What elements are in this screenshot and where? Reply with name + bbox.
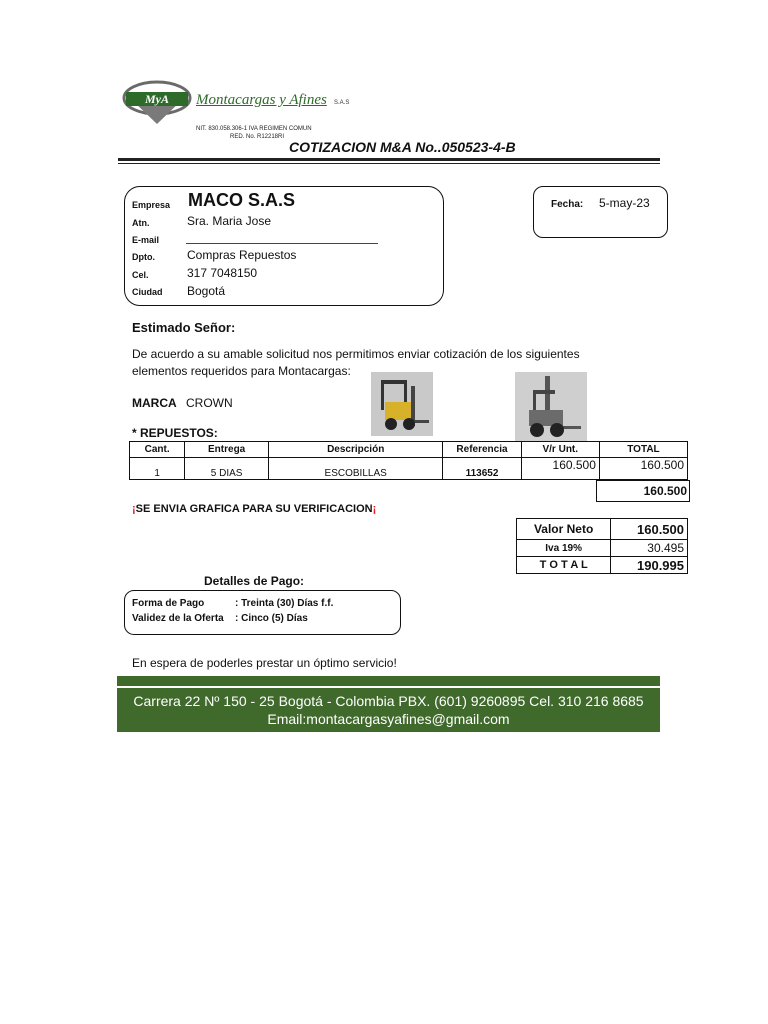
ciudad-label: Ciudad: [132, 287, 163, 297]
cel-label: Cel.: [132, 270, 149, 280]
cell-cant: 1: [130, 458, 185, 480]
col-total: TOTAL: [599, 442, 687, 458]
logo-company-suffix: S.A.S: [334, 100, 350, 106]
atn-value: Sra. Maria Jose: [187, 214, 272, 228]
notice-mark-close: ¡: [372, 503, 377, 515]
totals-table: [516, 518, 688, 574]
forklift-photo-yellow: [371, 372, 433, 436]
col-descripcion: Descripción: [269, 442, 443, 458]
marca-value: CROWN: [186, 396, 233, 410]
logo-company-name: Montacargas y Afines: [196, 92, 327, 108]
closing-text: En espera de poderles prestar un óptimo servicio!: [132, 656, 397, 670]
totals-row-total: [517, 557, 688, 574]
greeting: Estimado Señor:: [132, 320, 236, 335]
cell-entrega: 5 DIAS: [185, 458, 269, 480]
atn-label: Atn.: [132, 218, 150, 228]
payment-title: Detalles de Pago:: [204, 574, 305, 588]
header-divider-thin: [118, 163, 660, 164]
header-divider-thick: [118, 158, 660, 161]
total-label: T O T A L: [517, 557, 611, 574]
notice-text: SE ENVIA GRAFICA PARA SU VERIFICACION: [135, 503, 373, 515]
col-vr-unt: V/r Unt.: [521, 442, 599, 458]
email-field: [186, 243, 378, 244]
email-label: E-mail: [132, 235, 160, 245]
empresa-label: Empresa: [132, 200, 171, 210]
dpto-label: Dpto.: [132, 252, 155, 262]
validez-label: Validez de la Oferta: [132, 613, 224, 624]
table-row: [130, 458, 688, 480]
col-referencia: Referencia: [443, 442, 521, 458]
neto-label: Valor Neto: [517, 519, 611, 540]
forklift-photo-gray: [515, 372, 587, 442]
logo-initials: MyA: [145, 92, 169, 106]
registration-text: RED. No. R12218RI: [230, 134, 285, 140]
footer-banner: [117, 688, 660, 732]
nit-text: NIT. 830.058.306-1 IVA REGIMEN COMUN: [196, 126, 312, 132]
verification-notice: [132, 503, 376, 515]
intro-line-2: elementos requeridos para Montacargas:: [132, 364, 351, 378]
cell-descripcion: ESCOBILLAS: [269, 458, 443, 480]
repuestos-heading: * REPUESTOS:: [132, 426, 218, 440]
items-header-row: [130, 442, 688, 458]
date-label: Fecha:: [551, 199, 584, 210]
neto-value: 160.500: [611, 519, 688, 540]
empresa-value: MACO S.A.S: [188, 190, 296, 210]
intro-line-1: De acuerdo a su amable solicitud nos permitimos enviar cotización de los siguientes: [132, 347, 580, 361]
col-entrega: Entrega: [185, 442, 269, 458]
date-box: [533, 186, 668, 238]
iva-label: Iva 19%: [517, 540, 611, 557]
validez-value: : Cinco (5) Días: [235, 613, 308, 624]
items-table: [129, 441, 688, 480]
company-logo: [122, 76, 192, 126]
dpto-value: Compras Repuestos: [187, 248, 297, 262]
cell-vr-unt: 160.500: [521, 458, 599, 480]
totals-row-iva: [517, 540, 688, 557]
cel-value: 317 7048150: [187, 266, 258, 280]
marca-label: MARCA: [132, 396, 177, 410]
total-value: 190.995: [611, 557, 688, 574]
document-title: COTIZACION M&A No..050523-4-B: [289, 139, 516, 155]
footer-email: Email:montacargasyafines@gmail.com: [267, 711, 510, 727]
notice-mark-open: ¡: [132, 503, 136, 515]
items-grand-total: 160.500: [596, 480, 690, 502]
cell-total: 160.500: [599, 458, 687, 480]
col-cant: Cant.: [130, 442, 185, 458]
footer-strip: [117, 676, 660, 686]
date-value: 5-may-23: [599, 196, 650, 210]
forma-value: : Treinta (30) Días f.f.: [235, 598, 334, 609]
iva-value: 30.495: [611, 540, 688, 557]
totals-row-neto: [517, 519, 688, 540]
forma-label: Forma de Pago: [132, 598, 205, 609]
cell-referencia: 113652: [443, 458, 521, 480]
ciudad-value: Bogotá: [187, 284, 226, 298]
footer-address: Carrera 22 Nº 150 - 25 Bogotá - Colombia PBX. (601) 9260895 Cel. 310 216 8685: [133, 693, 644, 709]
